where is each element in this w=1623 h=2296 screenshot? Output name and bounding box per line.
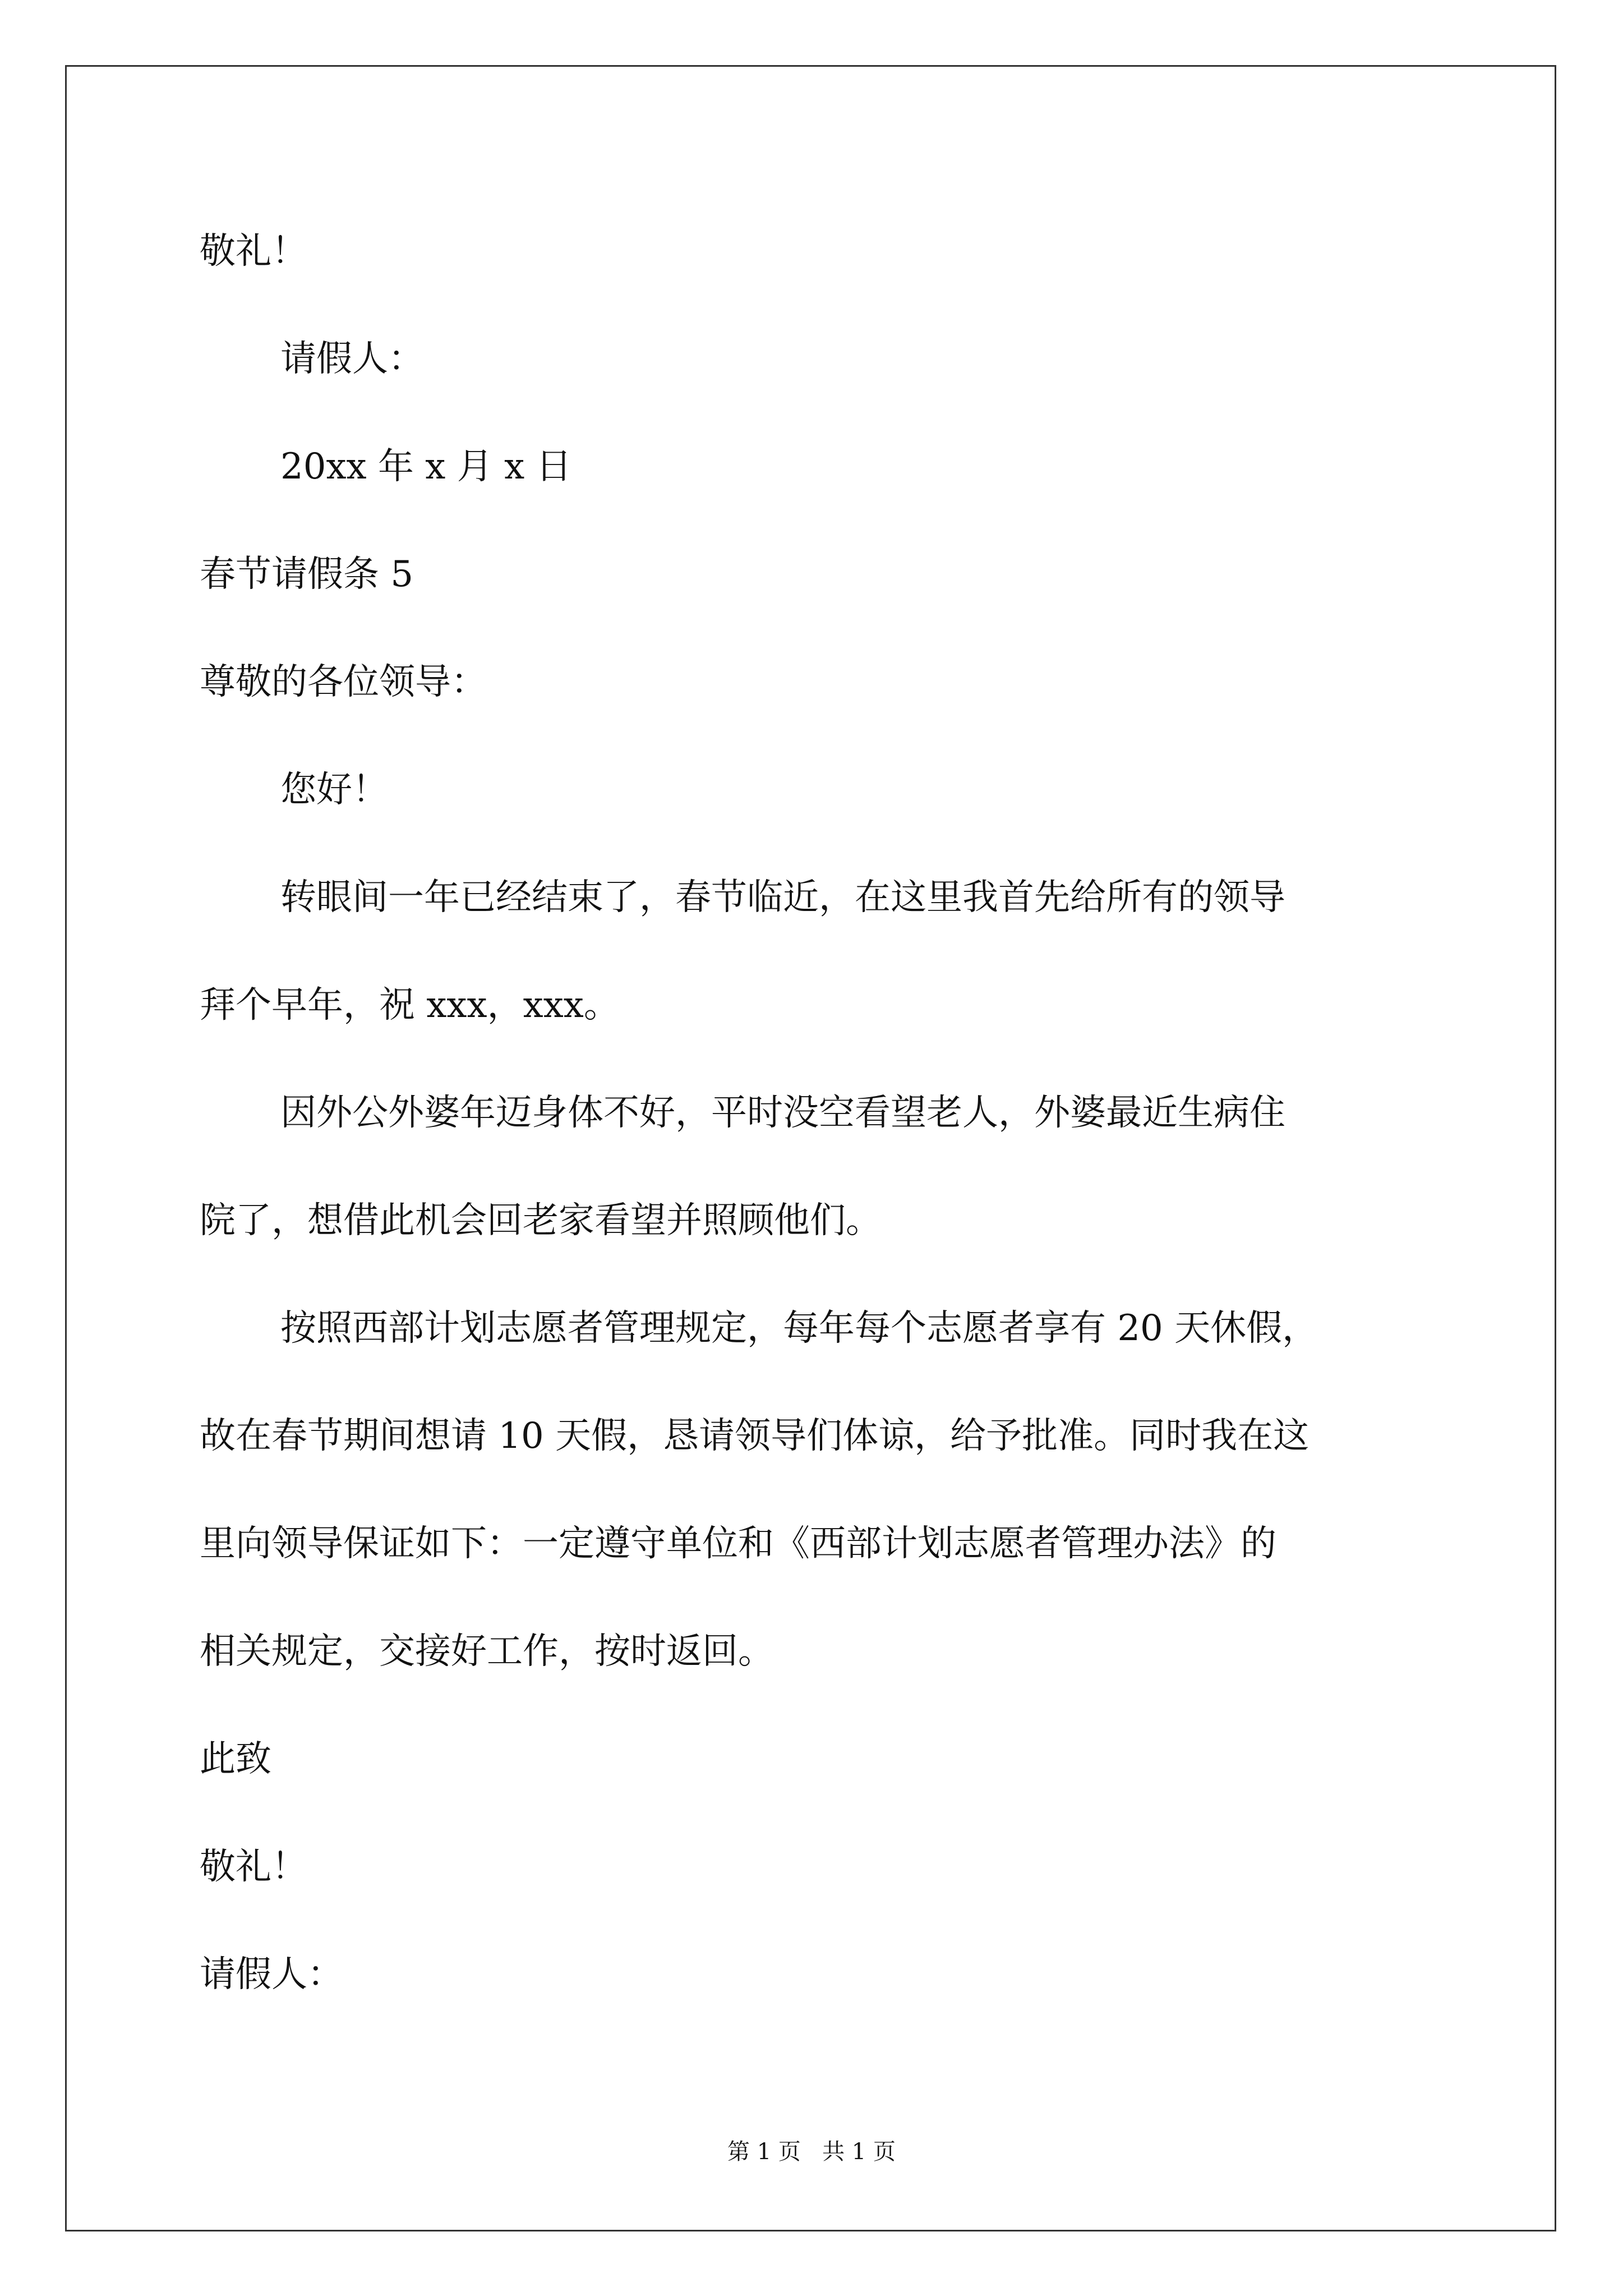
paragraph-3-line-3: 里向领导保证如下：一定遵守单位和《西部计划志愿者管理办法》的 (200, 1523, 1276, 1565)
section-title: 春节请假条 5 (200, 554, 414, 595)
paragraph-3-line-1: 按照西部计划志愿者管理规定，每年每个志愿者享有 20 天休假， (280, 1308, 1318, 1349)
closing-phrase: 此致 (200, 1738, 271, 1780)
signature-label-2: 请假人： (200, 1954, 343, 1995)
greeting: 您好！ (280, 769, 388, 811)
paragraph-2-line-2: 院了，想借此机会回老家看望并照顾他们。 (200, 1200, 882, 1241)
paragraph-3-line-2: 故在春节期间想请 10 天假，恳请领导们体谅，给予批准。同时我在这 (200, 1415, 1310, 1457)
paragraph-1-line-1: 转眼间一年已经结束了，春节临近，在这里我首先给所有的领导 (280, 877, 1285, 918)
signature-label: 请假人： (280, 338, 424, 380)
closing-salute-2: 敬礼！ (200, 1846, 307, 1888)
date-line: 20xx 年 x 月 x 日 (280, 446, 572, 487)
closing-salute: 敬礼！ (200, 231, 307, 272)
salutation: 尊敬的各位领导： (200, 661, 487, 703)
page-frame (65, 65, 1556, 2231)
page-footer: 第 1 页 共 1 页 (727, 2139, 896, 2165)
paragraph-2-line-1: 因外公外婆年迈身体不好，平时没空看望老人，外婆最近生病住 (280, 1092, 1285, 1134)
paragraph-1-line-2: 拜个早年，祝 xxx，xxx。 (200, 984, 620, 1026)
paragraph-3-line-4: 相关规定，交接好工作，按时返回。 (200, 1631, 774, 1672)
